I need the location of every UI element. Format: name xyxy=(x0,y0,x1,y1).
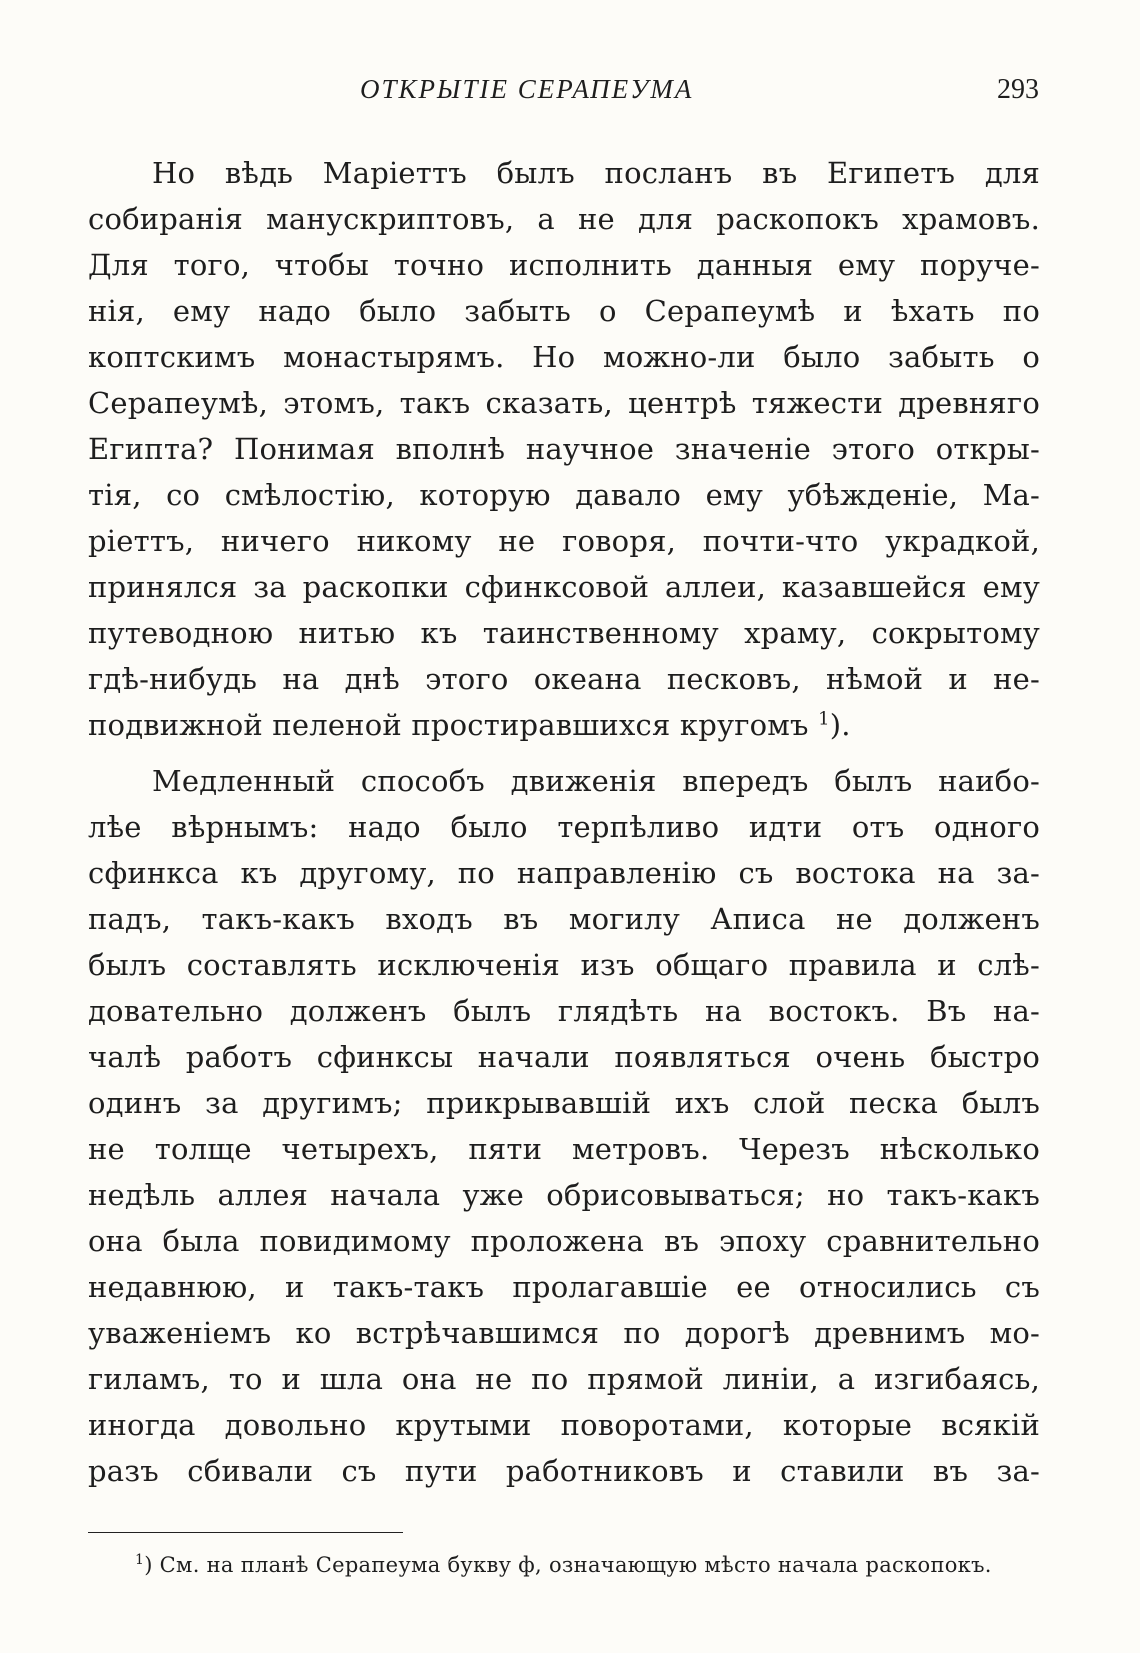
text-line: падъ, такъ-какъ входъ въ могилу Аписа не долженъ xyxy=(88,902,1040,936)
page-header xyxy=(0,70,1140,114)
text-line: собиранія манускриптовъ, а не для раскопокъ храмовъ. xyxy=(88,202,1040,236)
text-line: ріеттъ, ничего никому не говоря, почти-что украдкой, xyxy=(88,524,1040,558)
text-line: Медленный способъ движенія впередъ былъ наибо- xyxy=(152,764,1040,798)
text-line: разъ сбивали съ пути работниковъ и ставили въ за- xyxy=(88,1454,1040,1488)
footnote-reference: 1 xyxy=(818,708,830,730)
footnote-text xyxy=(135,1552,992,1577)
text-line: довательно долженъ былъ глядѣть на востокъ. Въ на- xyxy=(88,994,1040,1028)
text-line: принялся за раскопки сфинксовой аллеи, казавшейся ему xyxy=(88,570,1040,604)
text-line: былъ составлять исключенія изъ общаго правила и слѣ- xyxy=(88,948,1040,982)
text-line: одинъ за другимъ; прикрывавшій ихъ слой песка былъ xyxy=(88,1086,1040,1120)
text-fragment: подвижной пеленой простиравшихся кругомъ xyxy=(88,708,809,742)
text-line: сфинкса къ другому, по направленію съ востока на за- xyxy=(88,856,1040,890)
text-line: лѣе вѣрнымъ: надо было терпѣливо идти отъ одного xyxy=(88,810,1040,844)
text-line: недавнюю, и такъ-такъ пролагавшіе ее относились съ xyxy=(88,1270,1040,1304)
text-line: Египта? Понимая вполнѣ научное значеніе этого откры- xyxy=(88,432,1040,466)
running-title: ОТКРЫТІЕ СЕРАПЕУМА xyxy=(360,74,694,104)
footnote-marker: 1 xyxy=(135,1552,145,1568)
page-number: 293 xyxy=(997,74,1039,105)
text-line: коптскимъ монастырямъ. Но можно-ли было забыть о xyxy=(88,340,1040,374)
text-line: чалѣ работъ сфинксы начали появляться очень быстро xyxy=(88,1040,1040,1074)
text-line: Но вѣдь Маріеттъ былъ посланъ въ Египетъ для xyxy=(152,156,1040,190)
text-line: Серапеумѣ, этомъ, такъ сказать, центрѣ тяжести древняго xyxy=(88,386,1040,420)
text-line: уваженіемъ ко встрѣчавшимся по дорогѣ древнимъ мо- xyxy=(88,1316,1040,1350)
footnote-body: ) См. на планѣ Серапеума букву ф, означающую мѣсто начала раскопокъ. xyxy=(144,1553,992,1577)
text-line: Для того, чтобы точно исполнить данныя ему поруче- xyxy=(88,248,1040,282)
text-line: тія, со смѣлостію, которую давало ему убѣжденіе, Ма- xyxy=(88,478,1040,512)
text-line: нія, ему надо было забыть о Серапеумѣ и ѣхать по xyxy=(88,294,1040,328)
body-text xyxy=(88,150,1040,1494)
text-line: иногда довольно крутыми поворотами, которые всякій xyxy=(88,1408,1040,1442)
text-line-last xyxy=(88,702,1040,748)
text-fragment: ). xyxy=(829,708,851,742)
text-line: она была повидимому проложена въ эпоху сравнительно xyxy=(88,1224,1040,1258)
footnote-divider xyxy=(88,1532,403,1533)
text-line: не толще четырехъ, пяти метровъ. Черезъ нѣсколько xyxy=(88,1132,1040,1166)
text-line: недѣль аллея начала уже обрисовываться; но такъ-какъ xyxy=(88,1178,1040,1212)
text-line: путеводною нитью къ таинственному храму, сокрытому xyxy=(88,616,1040,650)
text-line: гдѣ-нибудь на днѣ этого океана песковъ, нѣмой и не- xyxy=(88,662,1040,696)
text-line: гиламъ, то и шла она не по прямой линіи, а изгибаясь, xyxy=(88,1362,1040,1396)
